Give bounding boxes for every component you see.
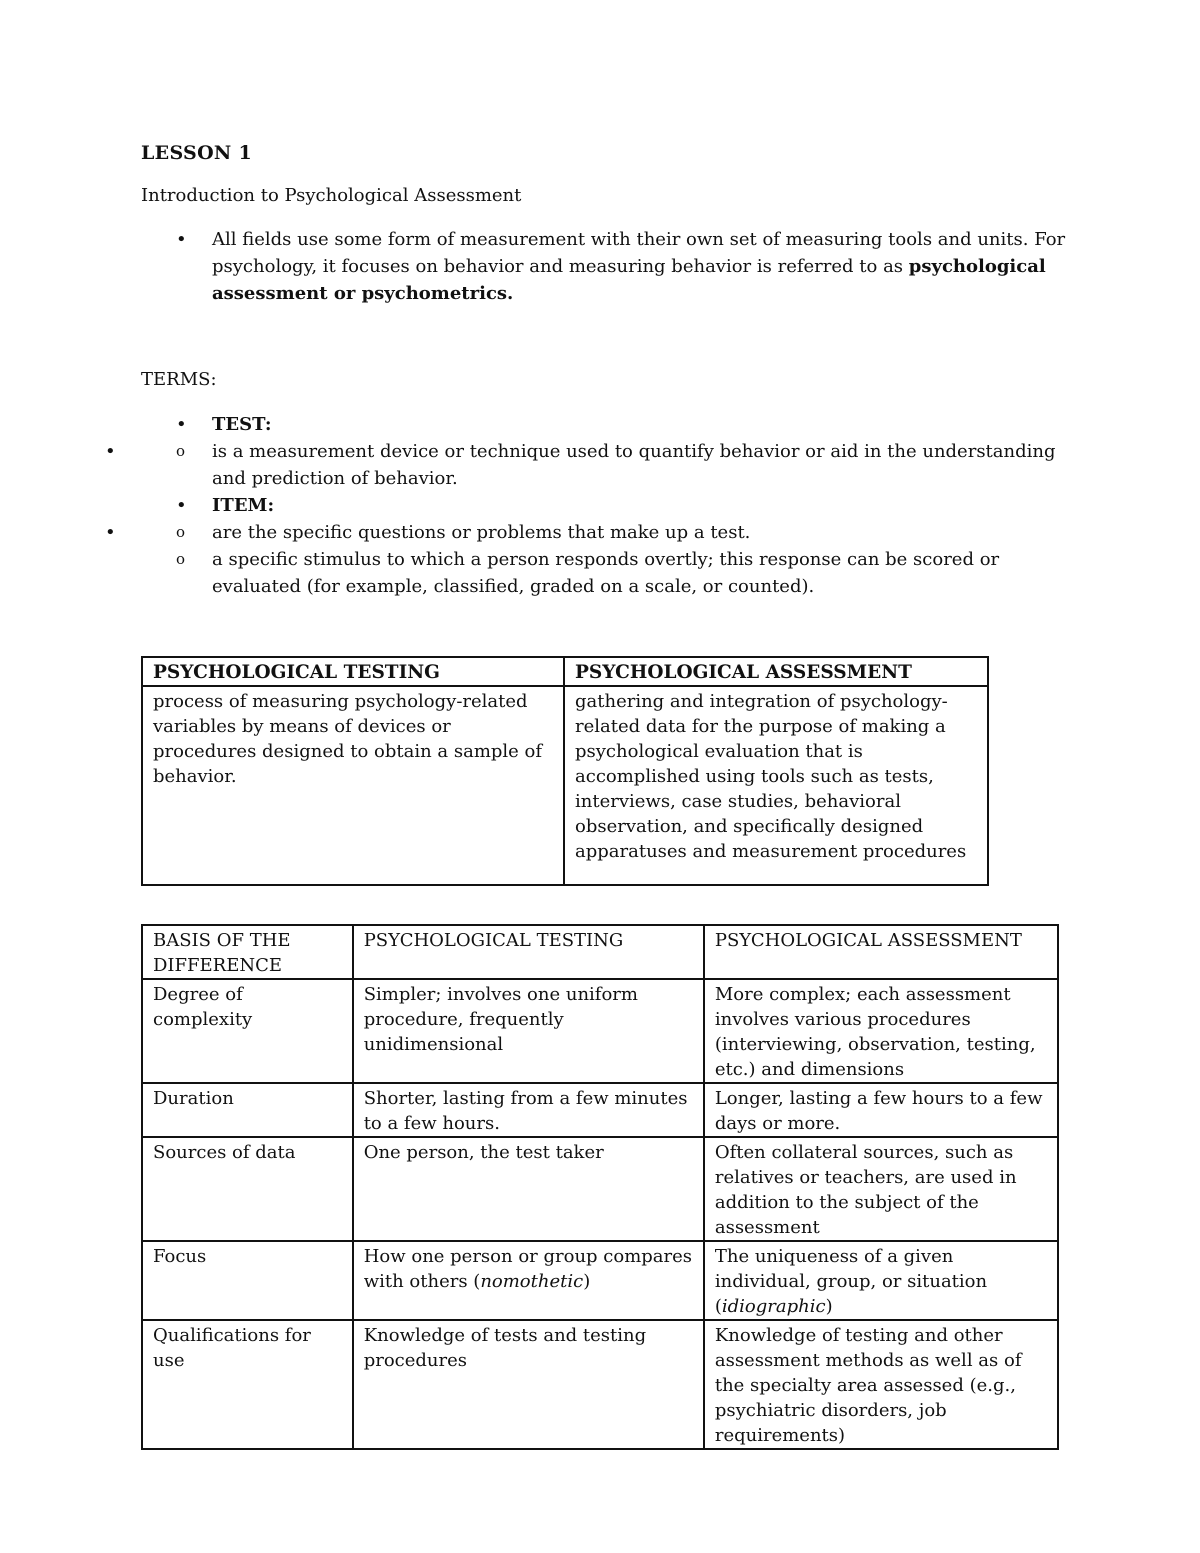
intro-text: All fields use some form of measurement with their own set of measuring tools and units. For psychology, it focuses on behavior and measuring behavior is referred to as [212,229,1066,277]
table2-header-testing: PSYCHOLOGICAL TESTING [353,925,704,979]
lesson-heading: LESSON 1 [141,142,253,164]
table1-testing-definition: process of measuring psychology-related variables by means of devices or procedures designed to obtain a sample of behavior. [142,686,564,885]
row-assessment: Longer, lasting a few hours to a few days or more. [704,1083,1058,1137]
row-testing: One person, the test taker [353,1137,704,1241]
table2-header-basis: BASIS OF THE DIFFERENCE [142,925,353,979]
row-assessment-text: The uniqueness of a given individual, group, or situation ( [714,1246,988,1317]
row-basis: Sources of data [142,1137,353,1241]
row-basis: Degree of complexity [142,979,353,1083]
term-test [141,411,1071,438]
table-row [142,1241,1058,1320]
row-testing-close: ) [583,1271,591,1292]
document-page [141,140,1071,600]
term-point-text: is a measurement device or technique used to quantify behavior or aid in the understanding and prediction of behavior. [212,441,1056,489]
term-point-text: are the specific questions or problems that make up a test. [212,522,751,543]
row-testing [353,1241,704,1320]
testing-vs-assessment-table [141,656,989,886]
term-point: • o are the specific questions or problems that make up a test. [176,522,751,543]
intro-list [141,226,1071,307]
row-testing: Knowledge of tests and testing procedures [353,1320,704,1449]
row-basis: Duration [142,1083,353,1137]
row-basis: Focus [142,1241,353,1320]
row-testing: Simpler; involves one uniform procedure, frequently unidimensional [353,979,704,1083]
terms-label: TERMS: [141,369,217,390]
term-name: ITEM: [212,495,275,516]
row-assessment: Often collateral sources, such as relatives or teachers, are used in addition to the subject of the assessment [704,1137,1058,1241]
table2-header-assessment: PSYCHOLOGICAL ASSESSMENT [704,925,1058,979]
table-row [142,1083,1058,1137]
table1-assessment-definition: gathering and integration of psychology-related data for the purpose of making a psychological evaluation that is accomplished using tools such as tests, interviews, case studies, behavioral observation, and specifically designed apparatuses and measurement procedures [564,686,988,885]
term-point: • o is a measurement device or technique used to quantify behavior or aid in the understanding and prediction of behavior. [176,441,1056,489]
intro-bullet [141,226,1071,307]
row-assessment: Knowledge of testing and other assessment methods as well as of the specialty area assessed (e.g., psychiatric disorders, job requirements) [704,1320,1058,1449]
term-point-text: a specific stimulus to which a person responds overtly; this response can be scored or evaluated (for example, classified, graded on a scale, or counted). [212,549,1000,597]
table-row [142,1137,1058,1241]
term-item [141,492,1071,519]
table1-header-testing: PSYCHOLOGICAL TESTING [142,657,564,686]
lesson-subtitle: Introduction to Psychological Assessment [141,185,522,206]
terms-list [141,411,1071,600]
row-assessment-close: ) [825,1296,833,1317]
table1-header-assessment: PSYCHOLOGICAL ASSESSMENT [564,657,988,686]
differences-table [141,924,1059,1450]
table-row [142,1320,1058,1449]
table-header-row [142,925,1058,979]
term-name: TEST: [212,414,272,435]
row-testing-italic: nomothetic [480,1271,584,1292]
row-assessment-italic: idiographic [721,1296,826,1317]
term-point: o a specific stimulus to which a person responds overtly; this response can be scored or evaluated (for example, classified, graded on a scale, or counted). [176,549,1000,597]
term-test-points [70,438,1071,492]
table-row [142,979,1058,1083]
row-testing-text: How one person or group compares with others ( [363,1246,693,1292]
row-assessment [704,1241,1058,1320]
intro-bold-term: psychological assessment or psychometrics. [212,256,1046,304]
term-item-points [70,519,1071,600]
row-testing: Shorter, lasting from a few minutes to a few hours. [353,1083,704,1137]
row-assessment: More complex; each assessment involves various procedures (interviewing, observation, testing, etc.) and dimensions [704,979,1058,1083]
row-basis: Qualifications for use [142,1320,353,1449]
